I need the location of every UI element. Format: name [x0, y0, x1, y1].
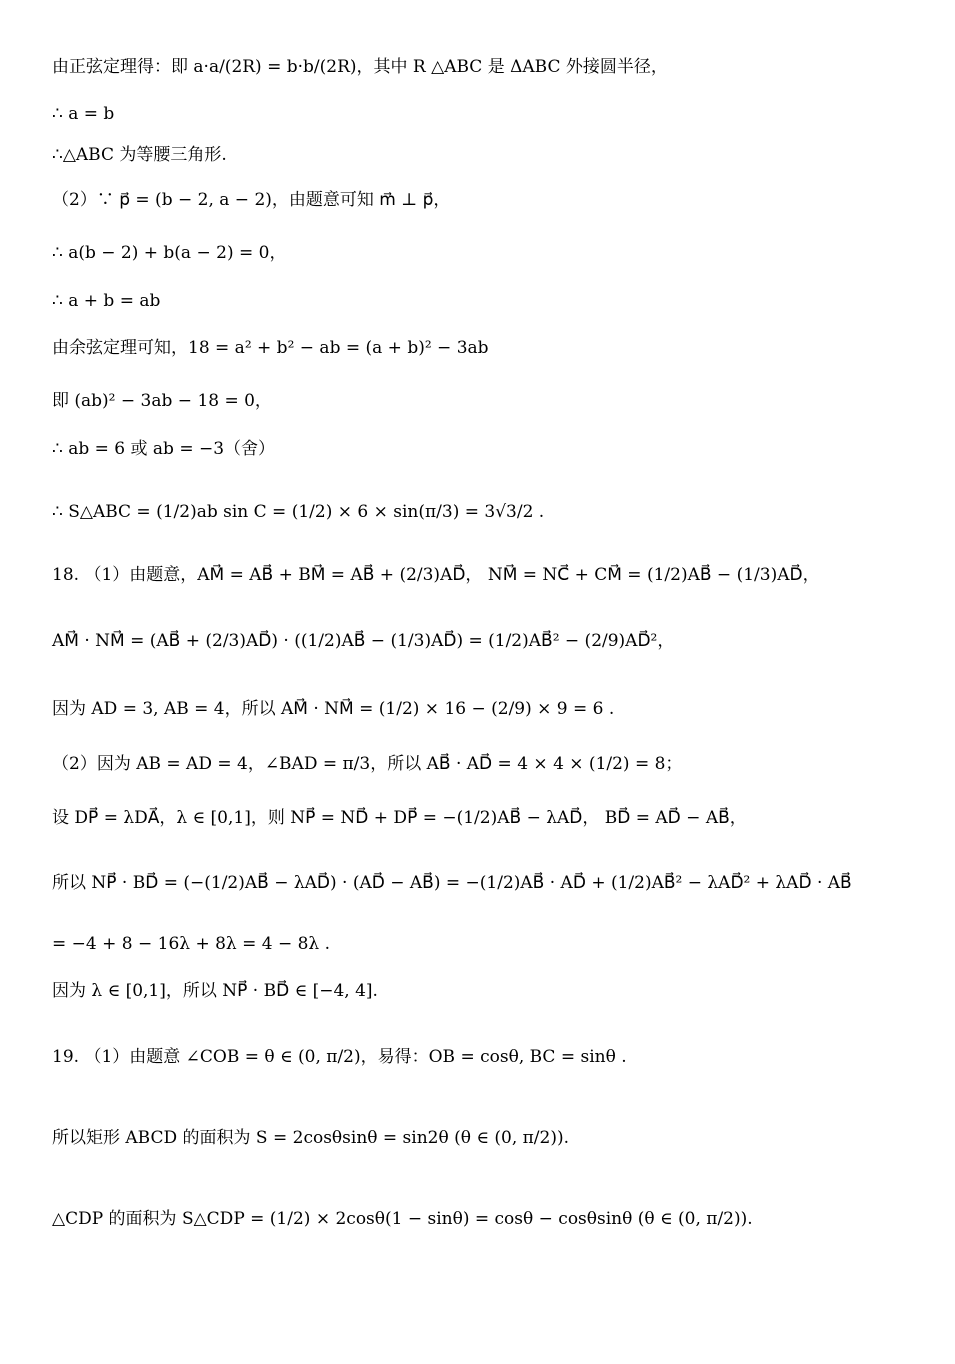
text-line-10: ∴ S△ABC = (1/2)ab sin C = (1/2) × 6 × sin(π/3) = 3√3/2 .: [52, 502, 545, 522]
text-line-9: ∴ ab = 6 或 ab = −3（舍）: [52, 439, 276, 459]
text-line-3: ∴△ABC 为等腰三角形.: [52, 145, 227, 165]
text-line-7: 由余弦定理可知，18 = a² + b² − ab = (a + b)² − 3ab: [52, 338, 489, 358]
text-line-4: （2）∵ p⃗ = (b − 2, a − 2)，由题意可知 m⃗ ⊥ p⃗，: [52, 190, 451, 210]
text-line-17: = −4 + 8 − 16λ + 8λ = 4 − 8λ .: [52, 934, 330, 954]
text-line-15: 设 DP⃗ = λDA⃗，λ ∈ [0,1]，则 NP⃗ = ND⃗ + DP⃗ = −(1/2)AB⃗ − λAD⃗， BD⃗ = AD⃗ − AB⃗，: [52, 808, 747, 828]
text-line-13: 因为 AD = 3, AB = 4，所以 AM⃗ · NM⃗ = (1/2) × 16 − (2/9) × 9 = 6 .: [52, 699, 615, 719]
text-line-20: 所以矩形 ABCD 的面积为 S = 2cosθsinθ = sin2θ (θ ∈ (0, π/2)).: [52, 1128, 570, 1148]
text-line-8: 即 (ab)² − 3ab − 18 = 0，: [52, 391, 272, 411]
text-line-16: 所以 NP⃗ · BD⃗ = (−(1/2)AB⃗ − λAD⃗) · (AD⃗ − AB⃗) = −(1/2)AB⃗ · AD⃗ + (1/2)AB⃗² − λAD⃗² + λAD⃗ · AB⃗: [52, 873, 852, 893]
text-line-12: AM⃗ · NM⃗ = (AB⃗ + (2/3)AD⃗) · ((1/2)AB⃗ − (1/3)AD⃗) = (1/2)AB⃗² − (2/9)AD⃗²，: [52, 631, 675, 651]
text-line-5: ∴ a(b − 2) + b(a − 2) = 0，: [52, 243, 287, 263]
text-line-21: △CDP 的面积为 S△CDP = (1/2) × 2cosθ(1 − sinθ) = cosθ − cosθsinθ (θ ∈ (0, π/2)).: [52, 1209, 753, 1229]
text-line-19: 19. （1）由题意 ∠COB = θ ∈ (0, π/2)，易得：OB = cosθ, BC = sinθ .: [52, 1047, 627, 1067]
text-line-1: 由正弦定理得：即 a·a/(2R) = b·b/(2R)，其中 R △ABC 是 ΔABC 外接圆半径，: [52, 57, 668, 77]
text-line-14: （2）因为 AB = AD = 4，∠BAD = π/3，所以 AB⃗ · AD⃗ = 4 × 4 × (1/2) = 8；: [52, 754, 683, 774]
text-line-11: 18. （1）由题意，AM⃗ = AB⃗ + BM⃗ = AB⃗ + (2/3)AD⃗， NM⃗ = NC⃗ + CM⃗ = (1/2)AB⃗ − (1/3)AD⃗，: [52, 565, 820, 585]
text-line-6: ∴ a + b = ab: [52, 291, 161, 311]
text-line-2: ∴ a = b: [52, 104, 115, 124]
text-line-18: 因为 λ ∈ [0,1]，所以 NP⃗ · BD⃗ ∈ [−4, 4].: [52, 981, 378, 1001]
